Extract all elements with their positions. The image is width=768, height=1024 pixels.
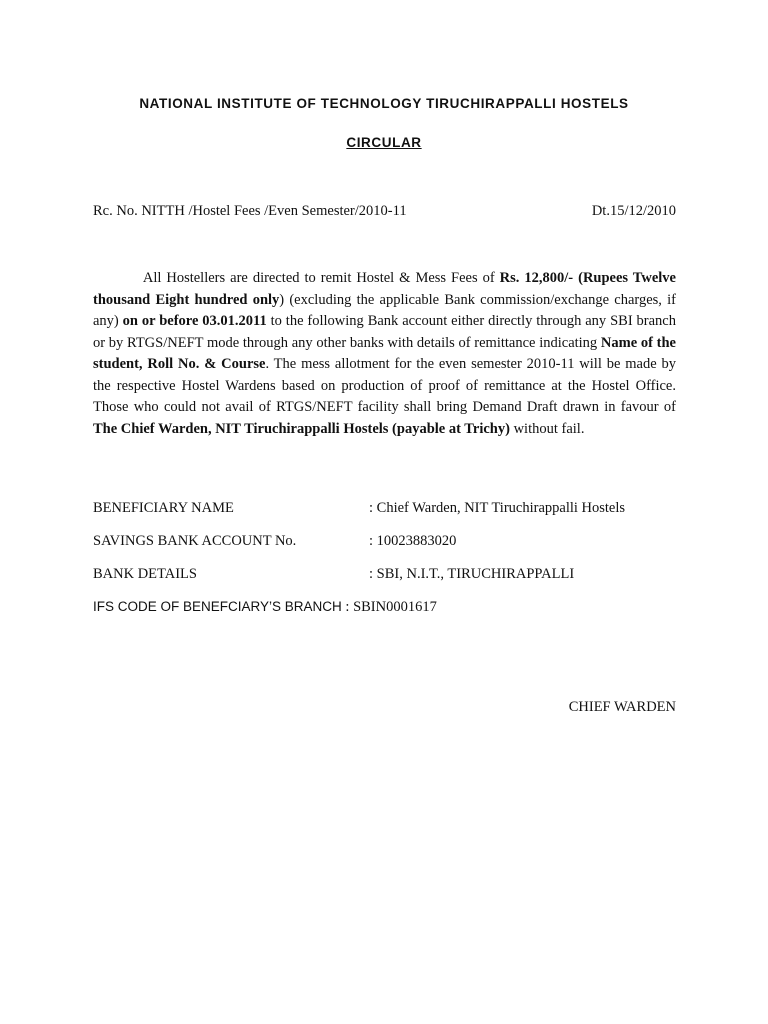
body-text-5: without fail. (509, 420, 585, 437)
due-date: on or before 03.01.2011 (122, 313, 267, 329)
ifs-row (93, 599, 437, 616)
beneficiary-value: : Chief Warden, NIT Tiruchirappalli Hostels (369, 500, 626, 516)
document-title: NATIONAL INSTITUTE OF TECHNOLOGY TIRUCHIRAPPALLI HOSTELS (139, 96, 629, 111)
reference-number: Rc. No. NITTH /Hostel Fees /Even Semester/2010-11 (93, 203, 407, 219)
circular-heading: CIRCULAR (346, 135, 422, 150)
reference-line (93, 203, 676, 220)
ifs-label: IFS CODE OF BENEFCIARY’S BRANCH (93, 599, 342, 614)
circular-body (93, 268, 676, 440)
account-label: SAVINGS BANK ACCOUNT No. (93, 533, 297, 549)
bank-value: : SBI, N.I.T., TIRUCHIRAPPALLI (369, 566, 575, 582)
account-value: : 10023883020 (369, 533, 457, 549)
demand-draft-payee: The Chief Warden, NIT Tiruchirappalli Hostels (payable at Trichy) (93, 420, 510, 437)
reference-date: Dt.15/12/2010 (591, 203, 676, 219)
body-text-4: . The mess allotment for the even semester 2010-11 will be made by the respective Hostel Wardens based on production of proof of remittance at the Hostel Office. Those who could not avail of RTGS/NEFT facility shall bring Demand Draft drawn in favour of (93, 356, 677, 415)
body-text-1: All Hostellers are directed to remit Hostel & Mess Fees of (142, 270, 500, 286)
ifs-value: : SBIN0001617 (341, 599, 437, 615)
bank-label: BANK DETAILS (93, 566, 197, 582)
body-text-3: to the following Bank account either directly through any SBI branch or by RTGS/NEFT mode through any other banks with details of remittance indicating (93, 313, 676, 351)
fee-amount: Rs. 12,800/- (Rupees Twelve thousand Eight hundred only (93, 270, 676, 308)
signature-chief-warden: CHIEF WARDEN (568, 699, 676, 715)
beneficiary-label: BENEFICIARY NAME (93, 500, 234, 516)
remittance-details: Name of the student, Roll No. & Course (93, 334, 676, 372)
body-text-2: ) (excluding the applicable Bank commission/exchange charges, if any) (93, 291, 676, 329)
